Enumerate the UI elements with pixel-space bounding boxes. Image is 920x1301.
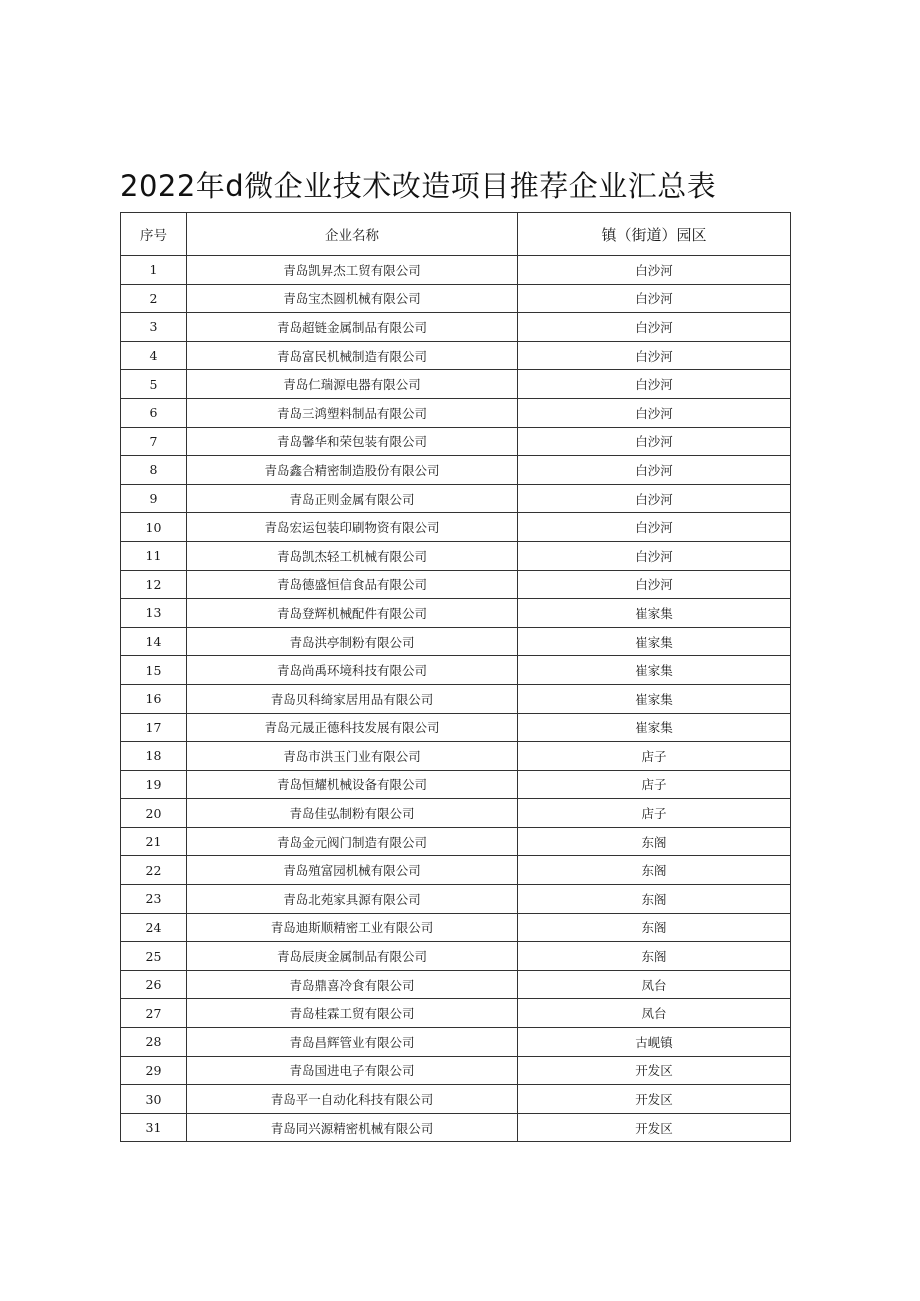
cell-serial-number: 25: [121, 942, 187, 971]
cell-town-zone: 崔家集: [518, 713, 791, 742]
cell-town-zone: 崔家集: [518, 599, 791, 628]
cell-town-zone: 白沙河: [518, 256, 791, 285]
table-row: [121, 570, 791, 599]
cell-company-name: 青岛三鸿塑料制品有限公司: [187, 398, 518, 427]
cell-company-name: 青岛尚禹环境科技有限公司: [187, 656, 518, 685]
cell-town-zone: 崔家集: [518, 684, 791, 713]
cell-serial-number: 23: [121, 885, 187, 914]
table-row: [121, 885, 791, 914]
cell-company-name: 青岛迪斯顺精密工业有限公司: [187, 913, 518, 942]
cell-town-zone: 东阁: [518, 856, 791, 885]
table-row: [121, 370, 791, 399]
header-company-name: 企业名称: [187, 213, 518, 256]
table-row: [121, 284, 791, 313]
cell-town-zone: 古岘镇: [518, 1028, 791, 1057]
cell-company-name: 青岛昌辉管业有限公司: [187, 1028, 518, 1057]
table-row: [121, 942, 791, 971]
table-row: [121, 742, 791, 771]
table-row: [121, 313, 791, 342]
cell-town-zone: 东阁: [518, 913, 791, 942]
cell-company-name: 青岛宏运包装印刷物资有限公司: [187, 513, 518, 542]
cell-company-name: 青岛鑫合精密制造股份有限公司: [187, 456, 518, 485]
cell-company-name: 青岛馨华和荣包装有限公司: [187, 427, 518, 456]
cell-serial-number: 30: [121, 1085, 187, 1114]
cell-company-name: 青岛凯杰轻工机械有限公司: [187, 541, 518, 570]
cell-town-zone: 白沙河: [518, 313, 791, 342]
cell-town-zone: 凤台: [518, 970, 791, 999]
cell-town-zone: 开发区: [518, 1085, 791, 1114]
cell-town-zone: 白沙河: [518, 513, 791, 542]
cell-serial-number: 17: [121, 713, 187, 742]
cell-company-name: 青岛国进电子有限公司: [187, 1056, 518, 1085]
cell-town-zone: 白沙河: [518, 484, 791, 513]
cell-serial-number: 9: [121, 484, 187, 513]
cell-serial-number: 18: [121, 742, 187, 771]
cell-company-name: 青岛超链金属制品有限公司: [187, 313, 518, 342]
cell-serial-number: 20: [121, 799, 187, 828]
cell-serial-number: 13: [121, 599, 187, 628]
cell-company-name: 青岛贝科绮家居用品有限公司: [187, 684, 518, 713]
cell-company-name: 青岛宝杰圆机械有限公司: [187, 284, 518, 313]
cell-town-zone: 白沙河: [518, 570, 791, 599]
cell-serial-number: 22: [121, 856, 187, 885]
cell-company-name: 青岛平一自动化科技有限公司: [187, 1085, 518, 1114]
cell-town-zone: 白沙河: [518, 427, 791, 456]
cell-town-zone: 白沙河: [518, 398, 791, 427]
cell-company-name: 青岛同兴源精密机械有限公司: [187, 1113, 518, 1142]
cell-company-name: 青岛元晟正德科技发展有限公司: [187, 713, 518, 742]
cell-serial-number: 7: [121, 427, 187, 456]
table-row: [121, 599, 791, 628]
cell-company-name: 青岛正则金属有限公司: [187, 484, 518, 513]
cell-town-zone: 东阁: [518, 827, 791, 856]
cell-company-name: 青岛鼎喜冷食有限公司: [187, 970, 518, 999]
table-row: [121, 684, 791, 713]
cell-serial-number: 14: [121, 627, 187, 656]
table-row: [121, 341, 791, 370]
cell-town-zone: 白沙河: [518, 541, 791, 570]
cell-serial-number: 11: [121, 541, 187, 570]
cell-company-name: 青岛金元阀门制造有限公司: [187, 827, 518, 856]
header-serial-number: 序号: [121, 213, 187, 256]
cell-serial-number: 5: [121, 370, 187, 399]
table-row: [121, 256, 791, 285]
cell-company-name: 青岛市洪玉门业有限公司: [187, 742, 518, 771]
cell-company-name: 青岛桂霖工贸有限公司: [187, 999, 518, 1028]
cell-town-zone: 白沙河: [518, 370, 791, 399]
cell-company-name: 青岛洪亭制粉有限公司: [187, 627, 518, 656]
cell-company-name: 青岛德盛恒信食品有限公司: [187, 570, 518, 599]
table-row: [121, 627, 791, 656]
cell-serial-number: 6: [121, 398, 187, 427]
cell-town-zone: 开发区: [518, 1056, 791, 1085]
table-row: [121, 799, 791, 828]
cell-company-name: 青岛北苑家具源有限公司: [187, 885, 518, 914]
cell-town-zone: 崔家集: [518, 627, 791, 656]
cell-company-name: 青岛佳弘制粉有限公司: [187, 799, 518, 828]
cell-town-zone: 东阁: [518, 942, 791, 971]
table-header-row: [121, 213, 791, 256]
table-row: [121, 1028, 791, 1057]
table-row: [121, 856, 791, 885]
table-row: [121, 913, 791, 942]
table-body: [121, 256, 791, 1142]
cell-serial-number: 24: [121, 913, 187, 942]
cell-serial-number: 12: [121, 570, 187, 599]
table-row: [121, 827, 791, 856]
cell-company-name: 青岛殖富园机械有限公司: [187, 856, 518, 885]
cell-serial-number: 10: [121, 513, 187, 542]
cell-town-zone: 东阁: [518, 885, 791, 914]
table-row: [121, 398, 791, 427]
table-row: [121, 1113, 791, 1142]
table-row: [121, 456, 791, 485]
cell-town-zone: 白沙河: [518, 284, 791, 313]
cell-serial-number: 29: [121, 1056, 187, 1085]
table-row: [121, 541, 791, 570]
table-row: [121, 1056, 791, 1085]
cell-company-name: 青岛仁瑞源电器有限公司: [187, 370, 518, 399]
table-row: [121, 427, 791, 456]
table-row: [121, 513, 791, 542]
cell-serial-number: 8: [121, 456, 187, 485]
cell-serial-number: 1: [121, 256, 187, 285]
cell-serial-number: 16: [121, 684, 187, 713]
cell-town-zone: 开发区: [518, 1113, 791, 1142]
cell-town-zone: 店子: [518, 799, 791, 828]
cell-company-name: 青岛富民机械制造有限公司: [187, 341, 518, 370]
table-row: [121, 656, 791, 685]
table-row: [121, 713, 791, 742]
cell-serial-number: 2: [121, 284, 187, 313]
cell-serial-number: 3: [121, 313, 187, 342]
cell-serial-number: 27: [121, 999, 187, 1028]
header-town-zone: 镇（街道）园区: [518, 213, 791, 256]
cell-company-name: 青岛登辉机械配件有限公司: [187, 599, 518, 628]
enterprise-summary-table: [120, 212, 791, 1142]
cell-company-name: 青岛凯昇杰工贸有限公司: [187, 256, 518, 285]
cell-town-zone: 白沙河: [518, 341, 791, 370]
cell-company-name: 青岛辰庚金属制品有限公司: [187, 942, 518, 971]
table-row: [121, 999, 791, 1028]
cell-town-zone: 店子: [518, 770, 791, 799]
document-title: 2022年d微企业技术改造项目推荐企业汇总表: [120, 169, 717, 203]
cell-town-zone: 凤台: [518, 999, 791, 1028]
cell-town-zone: 白沙河: [518, 456, 791, 485]
table-row: [121, 770, 791, 799]
cell-serial-number: 26: [121, 970, 187, 999]
cell-town-zone: 店子: [518, 742, 791, 771]
cell-company-name: 青岛恒耀机械设备有限公司: [187, 770, 518, 799]
cell-serial-number: 31: [121, 1113, 187, 1142]
table-row: [121, 1085, 791, 1114]
cell-serial-number: 28: [121, 1028, 187, 1057]
cell-serial-number: 15: [121, 656, 187, 685]
table-row: [121, 484, 791, 513]
cell-serial-number: 19: [121, 770, 187, 799]
cell-town-zone: 崔家集: [518, 656, 791, 685]
table-row: [121, 970, 791, 999]
cell-serial-number: 4: [121, 341, 187, 370]
cell-serial-number: 21: [121, 827, 187, 856]
